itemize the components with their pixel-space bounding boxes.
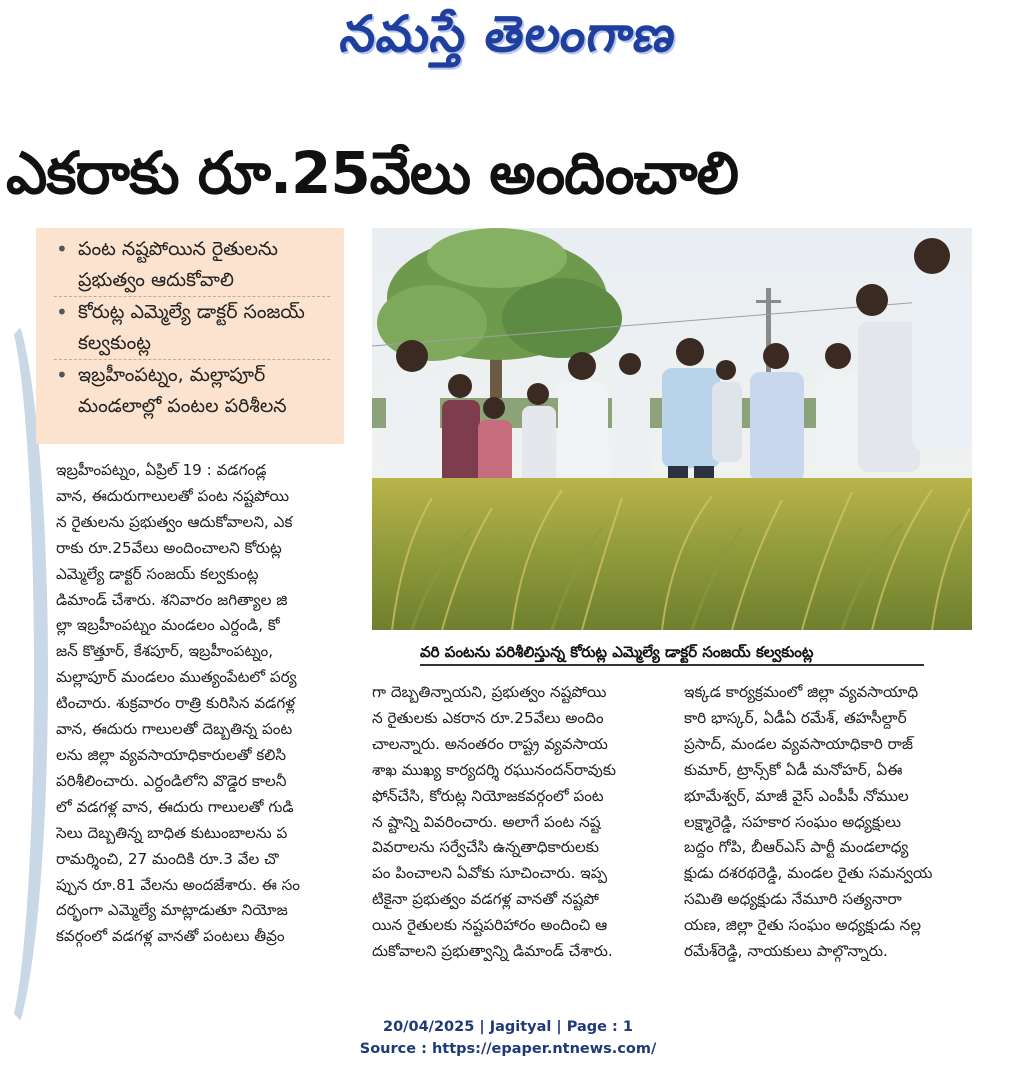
newspaper-logo: నమస్తే తెలంగాణ	[337, 4, 681, 63]
article-line: యణ, జిల్లా రైతు సంఘం అధ్యక్షుడు నల్ల	[684, 916, 922, 935]
article-line: సమితి అధ్యక్షుడు నేమూరి సత్యనారా	[684, 890, 902, 909]
bullet-icon: •	[56, 237, 68, 261]
article-line: కారి భాస్కర్, ఏడీఏ రమేశ్, తహసీల్దార్	[684, 708, 907, 727]
article-column-2	[372, 680, 658, 980]
article-line: కుమార్, ట్రాన్స్‌కో ఏడీ మనోహర్, ఏఈ	[684, 760, 903, 779]
article-line: వివరాలను సర్వేచేసి ఉన్నతాధికారులకు	[372, 838, 599, 857]
article-line: న రైతులకు ఎకరాన రూ.25వేలు అందిం	[372, 708, 604, 727]
article-line: కవర్గంలో వడగళ్ల వానతో పంటలు తీవ్రం	[56, 927, 285, 946]
article-line: లను జిల్లా వ్యవసాయాధికారులతో కలిసి	[56, 745, 287, 764]
article-line: ప్పున రూ.81 వేలను అందజేశారు. ఈ సం	[56, 875, 301, 894]
page-footer	[0, 1016, 1016, 1066]
article-line: రాకు రూ.25వేలు అందించాలని కోరుట్ల	[56, 538, 282, 557]
article-line: పం పించాలని ఏవోకు సూచించారు. ఇప్ప	[372, 864, 608, 883]
article-line: ఎమ్మెల్యే డాక్టర్ సంజయ్ కల్వకుంట్ల	[56, 564, 259, 583]
highlight-text: ఇబ్రహీంపట్నం, మల్లాపూర్ మండలాల్లో పంటల పరిశీలన	[78, 364, 287, 417]
bullet-icon: •	[56, 363, 68, 387]
article-line: క్షుడు దశరథరెడ్డి, మండల రైతు సమన్వయ	[684, 864, 933, 883]
article-line: ల్లా ఇబ్రహీంపట్నం మండలం ఎర్దండి, కో	[56, 616, 280, 635]
masthead	[0, 0, 1016, 80]
article-line: ఇబ్రహీంపట్నం, ఏప్రిల్ 19 : వడగండ్ల	[56, 461, 267, 479]
highlight-text: కోరుట్ల ఎమ్మెల్యే డాక్టర్ సంజయ్ కల్వకుంట్ల	[78, 301, 305, 354]
article-line: దుకోవాలని ప్రభుత్వాన్ని డిమాండ్ చేశారు.	[372, 942, 613, 961]
article-line: ప్రసాద్, మండల వ్యవసాయాధికారి రాజ్	[684, 734, 913, 753]
article-line: జన్ కొత్తూర్, కేశపూర్, ఇబ్రహీంపట్నం,	[56, 642, 274, 661]
article-line: న ష్టాన్ని వివరించారు. అలాగే పంట నష్ట	[372, 812, 601, 831]
article-line: వాన, ఈదురుగాలులతో పంట నష్టపోయి	[56, 486, 290, 505]
article-line: పరిశీలించారు. ఎర్దండిలోని వొడ్డెర కాలనీ	[56, 771, 287, 790]
article-line: న రైతులను ప్రభుత్వం ఆదుకోవాలని, ఎక	[56, 512, 293, 531]
article-line: డిమాండ్ చేశారు. శనివారం జగిత్యాల జి	[56, 590, 288, 609]
photo-caption: వరి పంటను పరిశీలిస్తున్న కోరుట్ల ఎమ్మెల్యే డాక్టర్ సంజయ్ కల్వకుంట్ల	[420, 640, 924, 666]
article-line: బద్దం గోపి, బీఆర్‌ఎస్ పార్టీ మండలాధ్య	[684, 838, 909, 857]
article-line: చాలన్నారు. అనంతరం రాష్ట్ర వ్యవసాయ	[372, 734, 608, 753]
bullet-icon: •	[56, 300, 68, 324]
article-line: యిన రైతులకు నష్టపరిహారం అందించి ఆ	[372, 916, 608, 935]
highlight-text: పంట నష్టపోయిన రైతులను ప్రభుత్వం ఆదుకోవాలి	[78, 238, 278, 291]
article-line: దర్భంగా ఎమ్మెల్యే మాట్లాడుతూ నియోజ	[56, 901, 288, 920]
article-line: శాఖ ముఖ్య కార్యదర్శి రఘునందన్‌రావుకు	[372, 760, 617, 779]
article-column-3	[684, 680, 974, 980]
article-column-1	[56, 458, 348, 978]
highlights-box	[36, 228, 344, 444]
article-line: ఇక్కడ కార్యక్రమంలో జిల్లా వ్యవసాయాధి	[684, 683, 919, 701]
article-line: సెలు దెబ్బతిన్న బాధిత కుటుంబాలను ప	[56, 823, 288, 842]
news-photo	[372, 228, 972, 630]
field-inspection-photo	[372, 228, 972, 630]
article-line: వాన, ఈదురు గాలులతో దెబ్బతిన్న పంట	[56, 720, 293, 739]
article-line: మల్లాపూర్ మండలం ముత్యంపేటలో పర్య	[56, 668, 297, 687]
article-line: టించారు. శుక్రవారం రాత్రి కురిసిన వడగళ్ల	[56, 694, 296, 713]
article-line: గా దెబ్బతిన్నాయని, ప్రభుత్వం నష్టపోయి	[372, 683, 607, 701]
article-line: లో వడగళ్ల వాన, ఈదురు గాలులతో గుడి	[56, 797, 294, 816]
edition-info: 20/04/2025 | Jagityal | Page : 1	[383, 1019, 633, 1035]
highlight-item	[54, 296, 330, 359]
article-line: టికైనా ప్రభుత్వం వడగళ్ల వానతో నష్టపో	[372, 890, 599, 909]
article-line: రమేశ్‌రెడ్డి, నాయకులు పాల్గొన్నారు.	[684, 942, 888, 961]
article-line: ఫోన్‌చేసి, కోరుట్ల నియోజకవర్గంలో పంట	[372, 786, 604, 805]
highlight-item	[54, 234, 330, 296]
highlight-item	[54, 359, 330, 422]
headline: ఎకరాకు రూ.25వేలు అందించాలి	[6, 139, 738, 207]
article-line: భూమేశ్వర్, మాజీ వైస్ ఎంపీపీ నోముల	[684, 786, 909, 805]
article-line: రామర్శించి, 27 మందికి రూ.3 వేల చొ	[56, 849, 279, 868]
source-link[interactable]: Source : https://epaper.ntnews.com/	[359, 1041, 657, 1057]
article-line: లక్ష్మారెడ్డి, సహకార సంఘం అధ్యక్షులు	[684, 812, 902, 831]
